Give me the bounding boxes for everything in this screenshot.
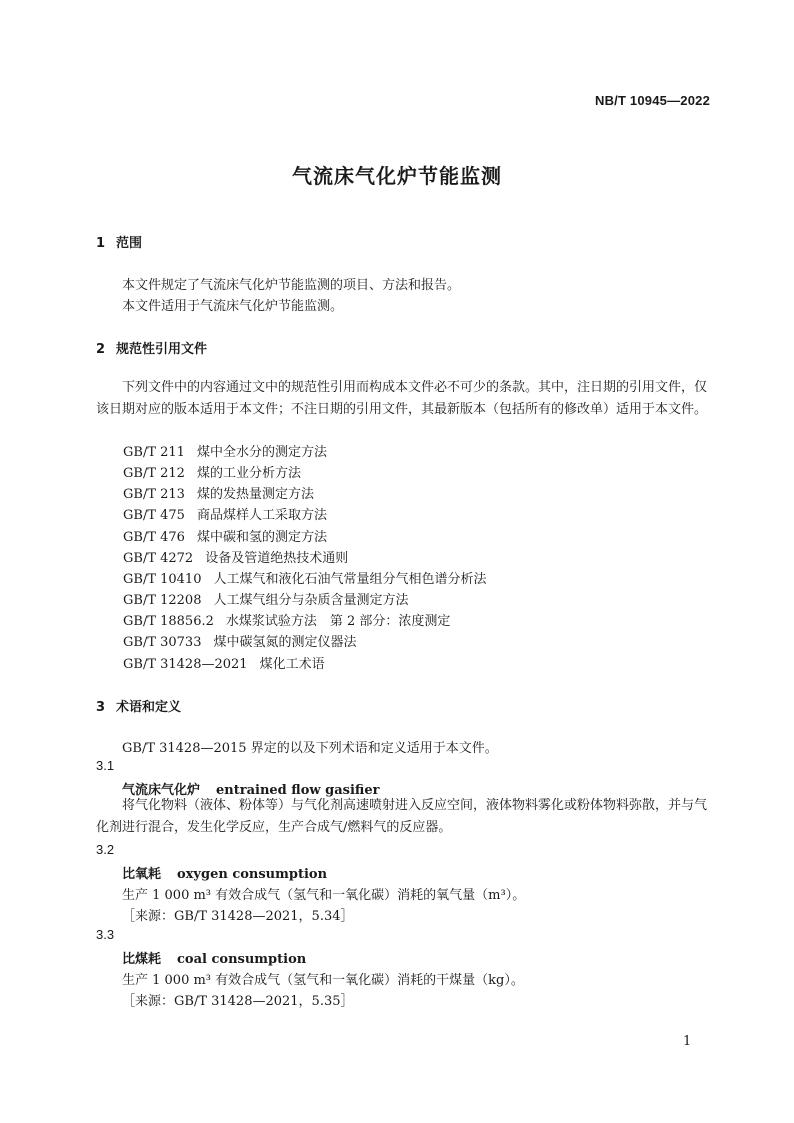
reference-item: [123, 441, 327, 460]
scope-line-1: 本文件规定了气流床气化炉节能监测的项目、方法和报告。: [122, 278, 461, 293]
reference-code: GB/T 476: [123, 530, 185, 545]
term-number: 3.2: [96, 842, 115, 857]
reference-code: GB/T 31428—2021: [123, 657, 248, 672]
reference-code: GB/T 211: [123, 445, 185, 460]
reference-code: GB/T 12208: [123, 593, 202, 608]
reference-title: 人工煤气和液化石油气常量组分气相色谱分析法: [213, 572, 487, 587]
section-title: 规范性引用文件: [116, 342, 208, 357]
reference-item: [123, 589, 409, 608]
terms-intro: GB/T 31428—2015 界定的以及下列术语和定义适用于本文件。: [122, 741, 498, 756]
reference-item: [123, 568, 487, 587]
reference-code: GB/T 212: [123, 466, 185, 481]
term-zh: 比氧耗: [122, 867, 162, 882]
reference-code: GB/T 213: [123, 487, 185, 502]
reference-title: 水煤浆试验方法 第 2 部分：浓度测定: [225, 614, 451, 629]
reference-item: [123, 547, 348, 566]
document-title: 气流床气化炉节能监测: [292, 164, 502, 188]
term-zh: 比煤耗: [122, 952, 162, 967]
term-heading: [122, 863, 327, 882]
reference-title: 煤中全水分的测定方法: [196, 445, 327, 460]
section-1-heading: [96, 232, 142, 251]
term-heading: [122, 948, 306, 967]
reference-code: GB/T 4272: [123, 551, 194, 566]
term-source: ［来源：GB/T 31428—2021，5.35］: [122, 994, 354, 1009]
reference-title: 煤的发热量测定方法: [196, 487, 314, 502]
term-en: oxygen consumption: [177, 867, 328, 882]
reference-item: [123, 653, 325, 672]
section-2-heading: [96, 338, 207, 357]
page-number: 1: [683, 1034, 692, 1049]
term-zh: 气流床气化炉: [122, 783, 201, 798]
reference-title: 煤化工术语: [259, 657, 325, 672]
section-number: 1: [96, 236, 106, 251]
section-title: 术语和定义: [116, 700, 182, 715]
reference-title: 煤中碳氢氮的测定仪器法: [213, 635, 357, 650]
reference-code: GB/T 10410: [123, 572, 202, 587]
standard-code: NB/T 10945—2022: [594, 93, 710, 108]
section-3-heading: [96, 696, 181, 715]
term-en: entrained flow gasifier: [216, 783, 380, 798]
reference-item: [123, 526, 327, 545]
term-definition: 生产 1 000 m³ 有效合成气（氢气和一氧化碳）消耗的氧气量（m³）。: [122, 888, 526, 903]
reference-item: [123, 483, 314, 502]
term-source: ［来源：GB/T 31428—2021，5.34］: [122, 909, 354, 924]
section-title: 范围: [116, 236, 143, 251]
reference-code: GB/T 18856.2: [123, 614, 214, 629]
term-number: 3.1: [96, 758, 115, 773]
reference-title: 设备及管道绝热技术通则: [205, 551, 349, 566]
reference-title: 煤中碳和氢的测定方法: [196, 530, 327, 545]
reference-title: 煤的工业分析方法: [196, 466, 301, 481]
reference-title: 商品煤样人工采取方法: [196, 508, 327, 523]
reference-item: [123, 504, 327, 523]
section-number: 2: [96, 342, 106, 357]
reference-item: [123, 610, 450, 629]
normative-intro: 下列文件中的内容通过文中的规范性引用而构成本文件必不可少的条款。其中，注日期的引用文件，仅该日期对应的版本适用于本文件；不注日期的引用文件，其最新版本（包括所有的修改单）适用于本文件。: [96, 380, 708, 417]
reference-item: [123, 631, 357, 650]
term-definition: 生产 1 000 m³ 有效合成气（氢气和一氧化碳）消耗的干煤量（kg）。: [122, 973, 524, 988]
term-en: coal consumption: [177, 952, 307, 967]
term-definition: 将气化物料（液体、粉体等）与气化剂高速喷射进入反应空间，液体物料雾化或粉体物料弥散，并与气化剂进行混合，发生化学反应，生产合成气/燃料气的反应器。: [96, 798, 708, 835]
term-number: 3.3: [96, 927, 115, 942]
reference-item: [123, 462, 301, 481]
section-number: 3: [96, 700, 106, 715]
reference-title: 人工煤气组分与杂质含量测定方法: [213, 593, 409, 608]
scope-line-2: 本文件适用于气流床气化炉节能监测。: [122, 299, 344, 314]
reference-code: GB/T 30733: [123, 635, 202, 650]
reference-code: GB/T 475: [123, 508, 185, 523]
